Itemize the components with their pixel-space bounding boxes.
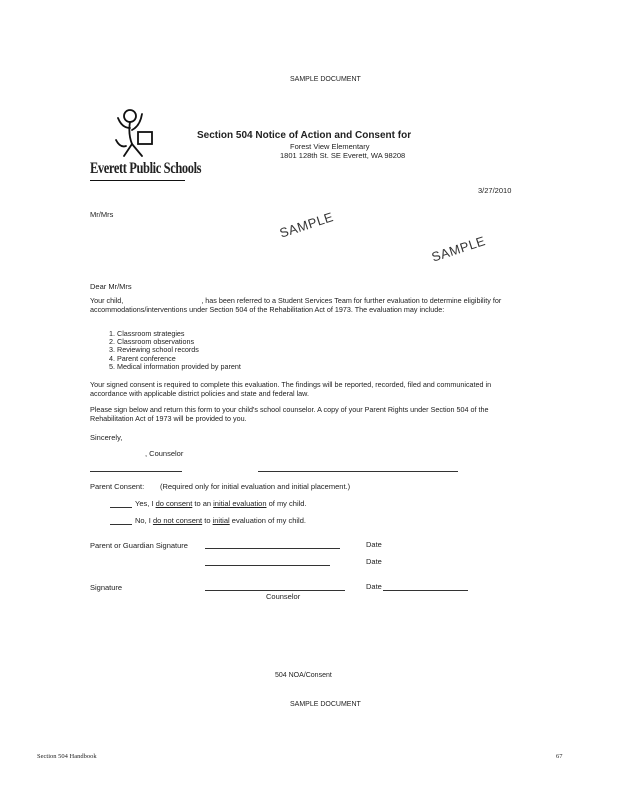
date-label: Date [366, 582, 382, 591]
document-title: Section 504 Notice of Action and Consent for [197, 130, 412, 141]
footer-sample-label: SAMPLE DOCUMENT [290, 701, 361, 708]
counselor-caption: Counselor [266, 592, 301, 601]
signature-line[interactable] [205, 590, 345, 591]
parent-consent-label: Parent Consent: [90, 482, 145, 491]
consent-paragraph: Your signed consent is required to complete this evaluation. The findings will be reported, recorded, filed and communicated in accordance with applicable district policies and state and federal law. [90, 380, 492, 398]
date-label: Date [366, 540, 382, 549]
school-name: Forest View Elementary [290, 142, 370, 151]
logo-underline [90, 180, 185, 181]
intro-part1: Your child, [90, 296, 124, 305]
no-checkbox-line[interactable] [110, 524, 132, 525]
page-number: 67 [556, 753, 563, 760]
list-item: 4. Parent conference [117, 355, 241, 363]
logo-school-name: Everett Public Schools [90, 160, 202, 177]
parent-consent-note: (Required only for initial evaluation and initial placement.) [160, 482, 351, 491]
form-code: 504 NOA/Consent [275, 672, 332, 679]
letter-date: 3/27/2010 [478, 186, 512, 195]
school-address: 1801 128th St. SE Everett, WA 98208 [280, 151, 406, 160]
header-sample-label: SAMPLE DOCUMENT [290, 76, 361, 83]
signature-label: Signature [90, 583, 123, 592]
intro-part2: , has been referred to a Student Services Team for further evaluation to determine eligibility for accommodations/interventions under Section 504 of the Rehabilitation Act of 1973. The evaluation may include: [90, 296, 502, 314]
list-item: 5. Medical information provided by parent [117, 363, 241, 371]
second-signature-line[interactable] [205, 565, 330, 566]
parent-signature-line[interactable] [205, 548, 340, 549]
evaluation-list [103, 330, 241, 371]
school-logo-icon [108, 104, 160, 160]
closing: Sincerely, [90, 433, 123, 442]
intro-paragraph [90, 296, 520, 314]
date-label: Date [366, 557, 382, 566]
parent-signature-label: Parent or Guardian Signature [90, 541, 188, 550]
sample-stamp: SAMPLE [277, 209, 336, 241]
greeting: Dear Mr/Mrs [90, 282, 132, 291]
yes-checkbox-line[interactable] [110, 507, 132, 508]
handbook-label: Section 504 Handbook [37, 753, 97, 760]
counselor-signature-line-2[interactable] [258, 471, 458, 472]
counselor-signature-line[interactable] [90, 471, 182, 472]
list-item: 3. Reviewing school records [117, 346, 241, 354]
recipient-name: Mr/Mrs [90, 210, 114, 219]
signature-date-line[interactable] [383, 590, 468, 591]
sample-stamp: SAMPLE [429, 233, 488, 265]
list-item: 2. Classroom observations [117, 338, 241, 346]
return-paragraph: Please sign below and return this form to your child's school counselor. A copy of your Parent Rights under Section 504 of the Rehabilitation Act of 1973 will be provided to you. [90, 405, 489, 423]
counselor-label: , Counselor [145, 449, 184, 458]
list-item: 1. Classroom strategies [117, 330, 241, 338]
yes-consent-text: Yes, I do consent to an initial evaluation of my child. [135, 499, 307, 508]
no-consent-text: No, I do not consent to initial evaluation of my child. [135, 516, 306, 525]
